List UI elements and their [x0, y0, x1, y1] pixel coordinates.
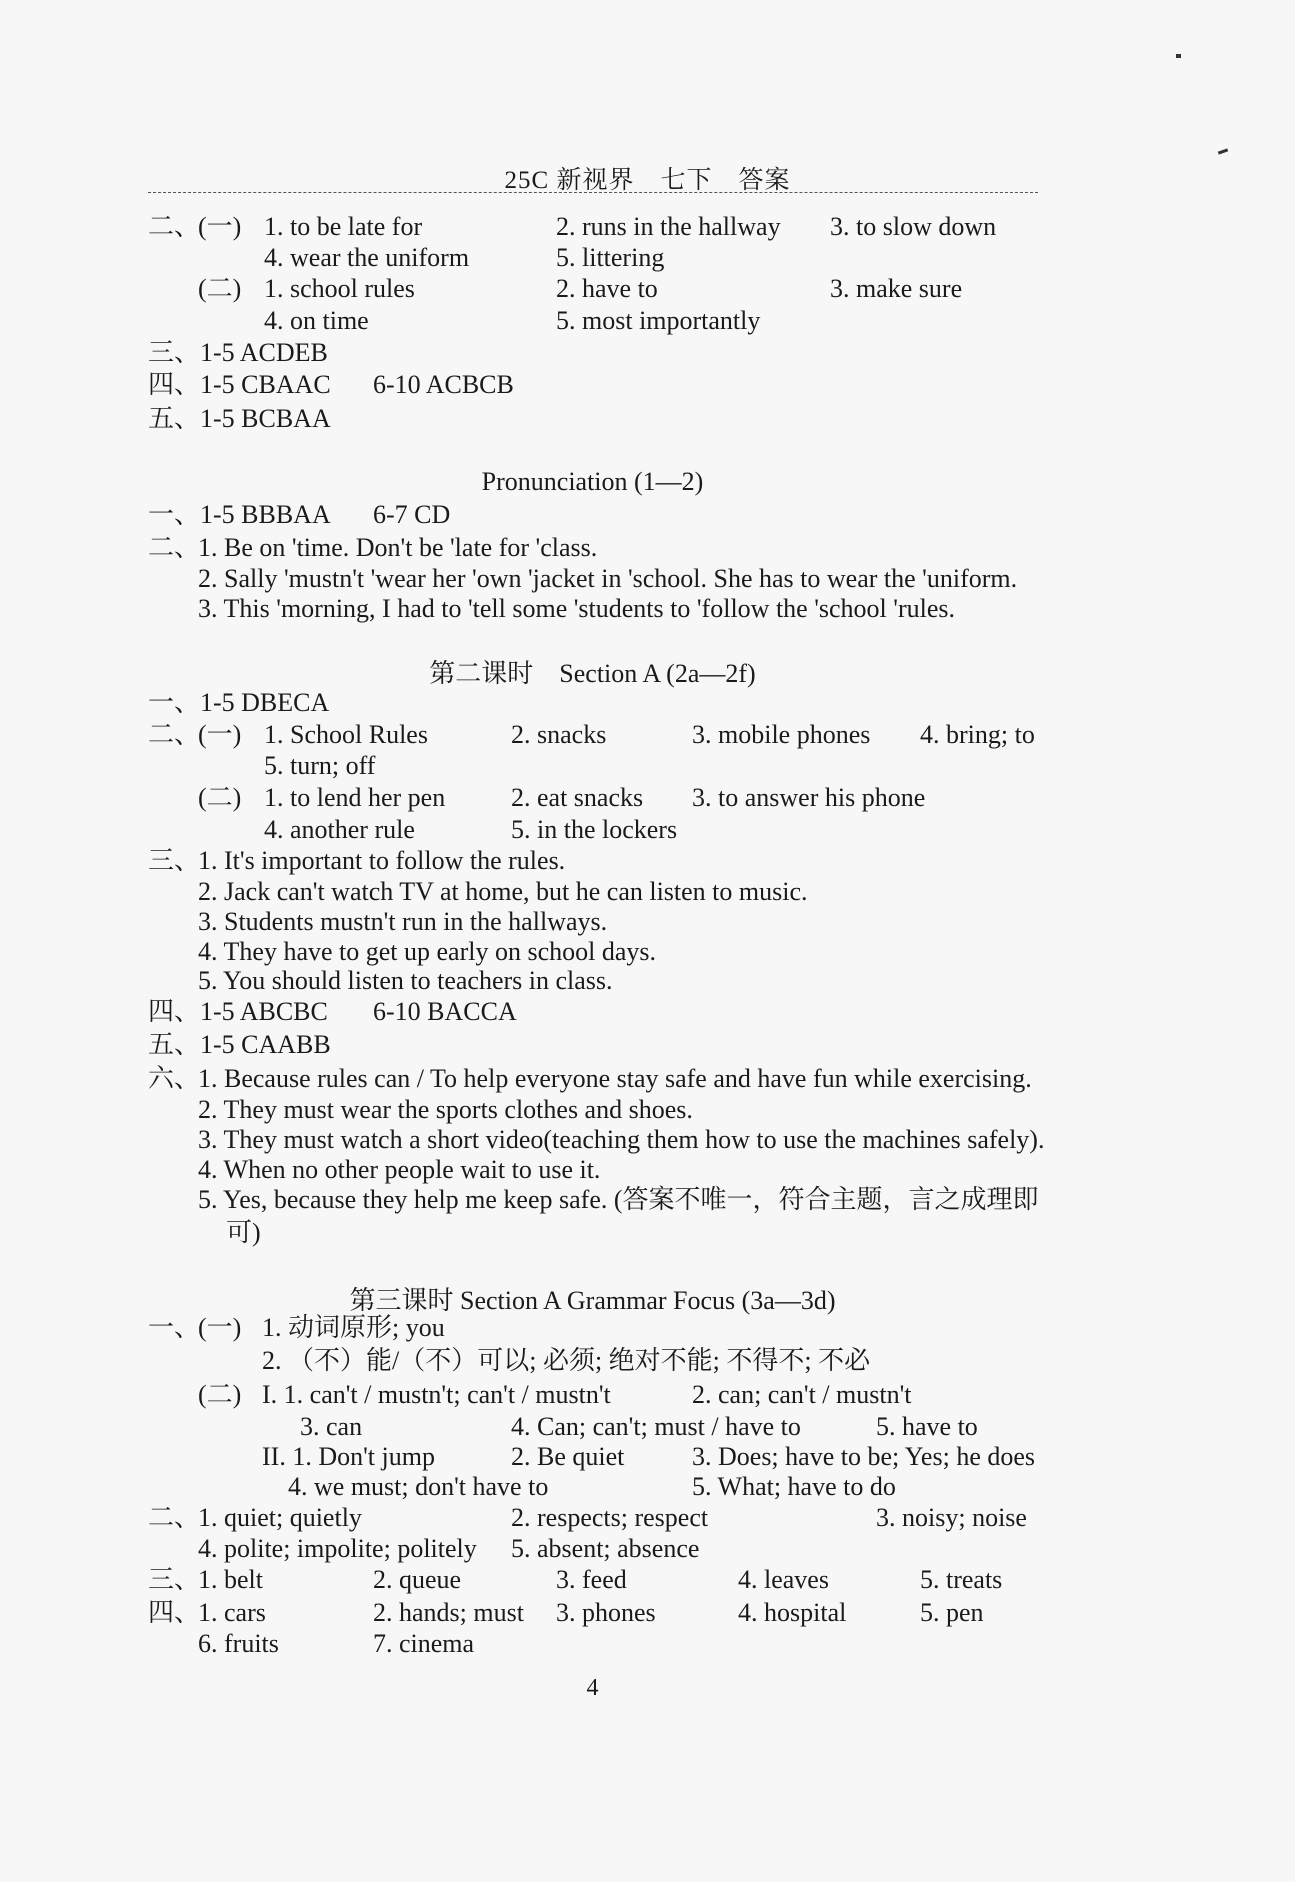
section-number: 六、 [148, 1064, 201, 1093]
section-number: 二、 [148, 720, 201, 749]
answer: 2. queue [373, 1565, 462, 1594]
answer-line: 5. You should listen to teachers in class. [198, 966, 613, 995]
answer-line: 2. （不）能/（不）可以; 必须; 绝对不能; 不得不; 不必 [262, 1346, 871, 1375]
answer: 5. What; have to do [692, 1472, 896, 1501]
answer: 3. phones [556, 1598, 656, 1627]
answer: 3. to slow down [830, 212, 997, 241]
answer: 1. school rules [264, 274, 415, 303]
section-number: 四、 [148, 1598, 201, 1627]
answer: 2. have to [556, 274, 658, 303]
answer: 4. wear the uniform [264, 243, 470, 272]
answer: II. 1. Don't jump [262, 1442, 435, 1471]
answer: 3. feed [556, 1565, 627, 1594]
answer: 4. we must; don't have to [288, 1472, 549, 1501]
page-header: 25C 新视界 七下 答案 [504, 167, 791, 194]
scan-speck [1176, 54, 1181, 58]
answer: 5. pen [920, 1598, 984, 1627]
section-number: 二、 [148, 533, 201, 562]
answer-line: 2. Sally 'mustn't 'wear her 'own 'jacket in 'school. She has to wear the 'uniform. [198, 564, 1018, 593]
answer: 1. School Rules [264, 720, 428, 749]
answer-line: 1. It's important to follow the rules. [198, 846, 566, 875]
answer: 4. bring; to [920, 720, 1035, 749]
answer: 4. another rule [264, 815, 415, 844]
answer: 6. fruits [198, 1629, 279, 1658]
answer-line: 4. When no other people wait to use it. [198, 1155, 601, 1184]
answer-line: 3. This 'morning, I had to 'tell some 'students to 'follow the 'school 'rules. [198, 594, 955, 623]
answer: 3. make sure [830, 274, 963, 303]
answer-line: 3. They must watch a short video(teaching them how to use the machines safely). [198, 1125, 1045, 1154]
section-number: 一、 [148, 688, 201, 717]
answer: 1-5 CAABB [200, 1030, 331, 1059]
answer: 3. mobile phones [692, 720, 871, 749]
answer: 2. hands; must [373, 1598, 524, 1627]
answer: 1-5 BBBAA [200, 500, 331, 529]
answer: 3. can [300, 1412, 363, 1441]
section-title: Pronunciation (1—2) [481, 467, 704, 496]
answer-line: 4. They have to get up early on school days. [198, 937, 657, 966]
section-number: 二、 [148, 212, 201, 241]
answer: 5. most importantly [556, 306, 761, 335]
answer: 1. cars [198, 1598, 266, 1627]
group-tag: (二) [198, 783, 242, 812]
answer: 1. to be late for [264, 212, 423, 241]
group-tag: (一) [198, 1313, 242, 1342]
section-number: 五、 [148, 404, 201, 433]
answer: 2. runs in the hallway [556, 212, 781, 241]
answer-line: 3. Students mustn't run in the hallways. [198, 907, 608, 936]
answer: 1. quiet; quietly [198, 1503, 362, 1532]
answer: I. 1. can't / mustn't; can't / mustn't [262, 1380, 611, 1409]
scan-speck [1218, 148, 1228, 154]
answer: 1-5 ABCBC [200, 997, 328, 1026]
section-number: 四、 [148, 370, 201, 399]
section-number: 三、 [148, 1565, 201, 1594]
answer: 3. noisy; noise [876, 1503, 1027, 1532]
answer: 2. eat snacks [511, 783, 644, 812]
answer-line: 1. Be on 'time. Don't be 'late for 'class. [198, 533, 598, 562]
section-number: 五、 [148, 1030, 201, 1059]
answer: 6-10 BACCA [373, 997, 517, 1026]
answer-line: 1. 动词原形; you [262, 1313, 445, 1342]
section-number: 二、 [148, 1503, 201, 1532]
answer: 4. Can; can't; must / have to [511, 1412, 801, 1441]
group-tag: (一) [198, 212, 242, 241]
answer: 1-5 BCBAA [200, 404, 331, 433]
answer: 5. treats [920, 1565, 1003, 1594]
answer-line: 2. Jack can't watch TV at home, but he can listen to music. [198, 877, 808, 906]
answer: 5. littering [556, 243, 665, 272]
answer: 1-5 DBECA [200, 688, 330, 717]
answer: 4. hospital [738, 1598, 847, 1627]
answer: 2. can; can't / mustn't [692, 1380, 912, 1409]
section-number: 一、 [148, 1313, 201, 1342]
answer: 1-5 CBAAC [200, 370, 331, 399]
answer: 2. respects; respect [511, 1503, 709, 1532]
answer: 4. polite; impolite; politely [198, 1534, 477, 1563]
answer: 7. cinema [373, 1629, 475, 1658]
answer: 6-10 ACBCB [373, 370, 514, 399]
answer: 3. Does; have to be; Yes; he does [692, 1442, 1036, 1471]
section-number: 四、 [148, 997, 201, 1026]
answer: 2. snacks [511, 720, 607, 749]
group-tag: (一) [198, 720, 242, 749]
answer: 4. on time [264, 306, 369, 335]
answer: 5. absent; absence [511, 1534, 700, 1563]
answer-line: 1. Because rules can / To help everyone stay safe and have fun while exercising. [198, 1064, 1032, 1093]
section-number: 三、 [148, 846, 201, 875]
answer: 6-7 CD [373, 500, 451, 529]
answer: 2. Be quiet [511, 1442, 625, 1471]
answer: 5. have to [876, 1412, 978, 1441]
answer: 5. in the lockers [511, 815, 678, 844]
answer: 1. belt [198, 1565, 263, 1594]
answer: 4. leaves [738, 1565, 829, 1594]
answer-line: 2. They must wear the sports clothes and shoes. [198, 1095, 693, 1124]
answer-line: 可) [226, 1218, 261, 1247]
section-title: 第二课时 Section A (2a—2f) [429, 659, 756, 688]
page-number: 4 [586, 1675, 599, 1701]
section-number: 三、 [148, 338, 201, 367]
answer-line: 5. Yes, because they help me keep safe. (答案不唯一，符合主题，言之成理即 [198, 1185, 1039, 1214]
answer: 1. to lend her pen [264, 783, 446, 812]
header-rule [148, 192, 1038, 193]
answer: 1-5 ACDEB [200, 338, 328, 367]
group-tag: (二) [198, 1380, 242, 1409]
answer: 5. turn; off [264, 751, 376, 780]
answer: 3. to answer his phone [692, 783, 926, 812]
section-title: 第三课时 Section A Grammar Focus (3a—3d) [349, 1286, 836, 1315]
section-number: 一、 [148, 500, 201, 529]
group-tag: (二) [198, 274, 242, 303]
